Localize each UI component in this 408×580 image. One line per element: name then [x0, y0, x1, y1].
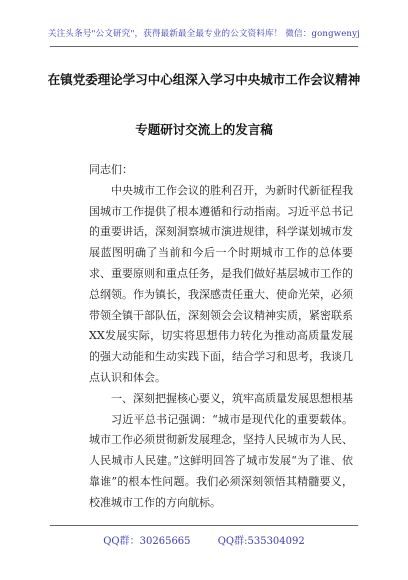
document-title: 在镇党委理论学习中心组深入学习中央城市工作会议精神: [47, 72, 361, 87]
document-subtitle: 专题研讨交流上的发言稿: [135, 122, 273, 137]
footer-qq-group-2: QQ群:535304092: [217, 536, 305, 547]
document-body: [89, 160, 353, 514]
salutation: 同志们：: [89, 163, 133, 176]
header-watermark-note: 关注头条号"公文研究"，获得最新最全最专业的公文资料库！ 微信：gongwenyj: [48, 29, 360, 39]
section-heading: 一、深刻把握核心要义，筑牢高质量发展思想根基: [111, 391, 353, 405]
body-paragraph: 习近平总书记强调：“城市是现代化的重要载体。城市工作必须贯彻新发展理念，坚持人民城市为人民、人民城市人民建。”这鲜明回答了城市发展“为了谁、依靠谁”的根本性问题。我们必须深刻领悟其精髓要义，校准城市工作的方向航标。: [89, 412, 353, 509]
header-divider: [50, 46, 358, 47]
footer-qq-group-1: QQ群：30265665: [103, 536, 191, 547]
body-paragraph: 中央城市工作会议的胜利召开，为新时代新征程我国城市工作提供了根本遵循和行动指南。习近平总书记的重要讲话，深刻洞察城市演进规律，科学谋划城市发展蓝图明确了当前和今后一个时期城市工作的总体要求、重要原则和重点任务，是我们做好基层城市工作的总纲领。作为镇长，我深感责任重大、使命光荣，必须带领全镇干部队伍，深刻领会会议精神实质，紧密联系XX发展实际，切实将思想伟力转化为推动高质量发展的强大动能和生动实践下面，结合学习和思考，我谈几点认识和体会。: [89, 183, 353, 384]
footer-divider: [50, 525, 358, 526]
footer-contacts: [0, 532, 408, 547]
